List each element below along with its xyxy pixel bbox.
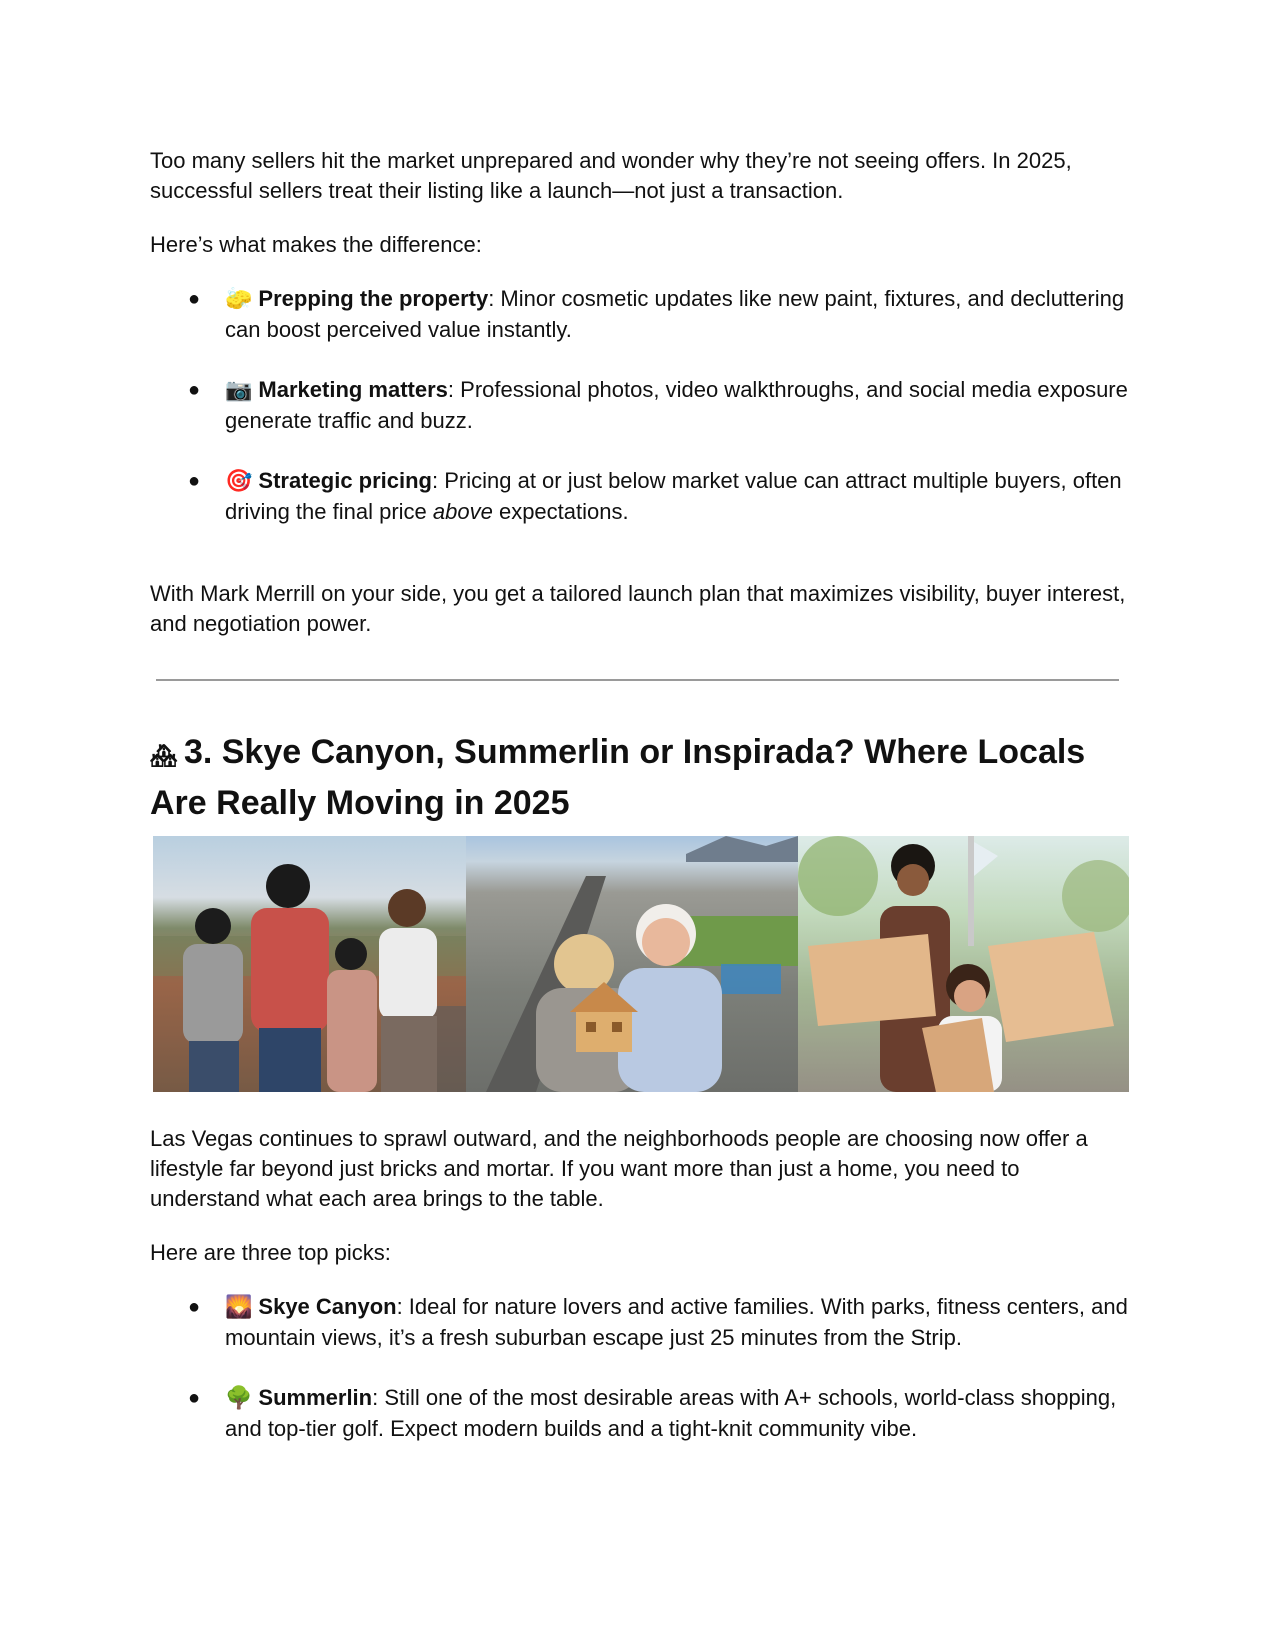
section-lead-in: Here are three top picks: — [150, 1240, 391, 1265]
tip-text-end: expectations. — [492, 499, 629, 524]
bullet-icon: ● — [188, 1296, 201, 1318]
intro-paragraph: Too many sellers hit the market unprepared and wonder why they’re not seeing offers. In 2025, successful sellers treat their listing like a launch—not just a transaction. — [150, 148, 1072, 203]
pick-text: : Ideal for nature lovers and active families. With parks, fitness centers, and mountain views, it’s a fresh suburban escape just 25 minutes from the Strip. — [225, 1294, 1128, 1350]
section-heading — [150, 729, 1135, 826]
tip-title: Prepping the property — [258, 286, 489, 311]
section-divider — [156, 679, 1119, 681]
closing-paragraph: With Mark Merrill on your side, you get a tailored launch plan that maximizes visibility, buyer interest, and negotiation power. — [150, 581, 1126, 636]
tip-text: : Minor cosmetic updates like new paint, fixtures, and decluttering can boost perceived value instantly. — [225, 286, 1125, 342]
pick-title: Summerlin — [258, 1385, 373, 1410]
list-item — [150, 1292, 1135, 1353]
tree-icon: 🌳 — [225, 1386, 253, 1411]
bullet-icon: ● — [188, 288, 201, 310]
tip-title: Strategic pricing — [258, 468, 432, 493]
tip-title: Marketing matters — [258, 377, 448, 402]
pick-title: Skye Canyon — [258, 1294, 397, 1319]
couple-holding-house-photo — [466, 836, 798, 1092]
pick-text: : Still one of the most desirable areas with A+ schools, world-class shopping, and top-tier golf. Expect modern builds and a tight-knit community vibe. — [225, 1385, 1117, 1441]
camera-icon: 📷 — [225, 378, 253, 403]
target-icon: 🎯 — [225, 469, 253, 494]
sunrise-mountains-icon: 🌄 — [225, 1295, 253, 1320]
section-intro-paragraph: Las Vegas continues to sprawl outward, and the neighborhoods people are choosing now offer a lifestyle far beyond just bricks and mortar. If you want more than just a home, you need to understand what each area brings to the table. — [150, 1126, 1088, 1211]
picks-list — [150, 1292, 1135, 1444]
tip-emphasis: above — [432, 499, 493, 524]
mother-child-moving-boxes-photo — [798, 836, 1129, 1092]
tip-text: : Professional photos, video walkthroughs, and social media exposure generate traffic and buzz. — [225, 377, 1128, 433]
list-item — [150, 284, 1135, 345]
list-item — [150, 466, 1135, 527]
list-item — [150, 1383, 1135, 1444]
bullet-icon: ● — [188, 379, 201, 401]
intro-lead-in: Here’s what makes the difference: — [150, 232, 482, 257]
section-heading-text: 3. Skye Canyon, Summerlin or Inspirada? Where Locals Are Really Moving in 2025 — [150, 733, 1086, 822]
tips-list — [150, 284, 1135, 527]
houses-icon: 🏘 — [150, 744, 178, 769]
photo-collage — [153, 836, 1129, 1092]
list-item — [150, 375, 1135, 436]
sponge-icon: 🧽 — [225, 287, 253, 312]
tip-text: : Pricing at or just below market value can attract multiple buyers, often driving the final price — [225, 468, 1122, 524]
bullet-icon: ● — [188, 1387, 201, 1409]
family-overlook-photo — [153, 836, 466, 1092]
document-content — [150, 146, 1135, 1444]
bullet-icon: ● — [188, 470, 201, 492]
